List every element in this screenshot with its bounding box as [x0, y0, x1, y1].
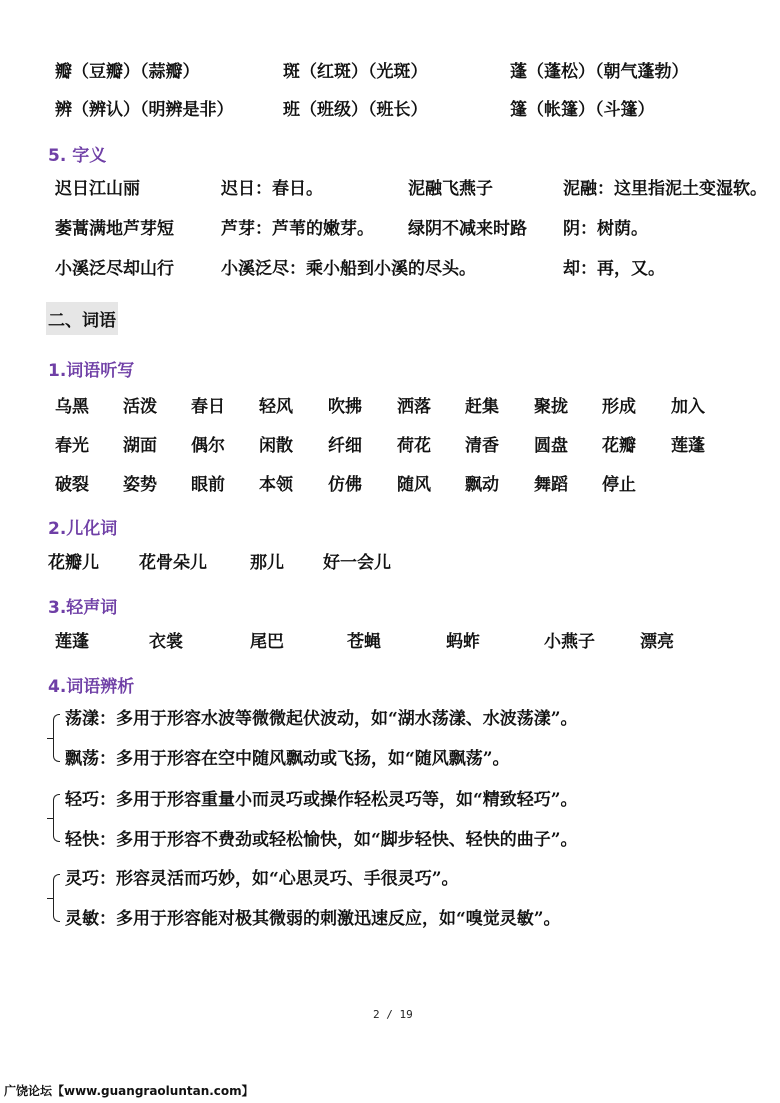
- meaning-note-1: 迟日：春日。: [221, 179, 323, 199]
- neutral-tone-word: 尾巴: [250, 632, 284, 652]
- meaning-note-2: 泥融：这里指泥土变湿软。: [563, 179, 767, 199]
- dictation-word: 眼前: [191, 475, 225, 495]
- dictation-word: 乌黑: [55, 397, 89, 417]
- dictation-word: 加入: [671, 397, 705, 417]
- neutral-tone-word: 小燕子: [544, 632, 595, 652]
- analysis-line: 轻快：多用于形容不费劲或轻松愉快，如“脚步轻快、轻快的曲子”。: [65, 830, 578, 850]
- dictation-word: 仿佛: [328, 475, 362, 495]
- meaning-note-6: 却：再，又。: [563, 259, 665, 279]
- dictation-word: 偶尔: [191, 436, 225, 456]
- poly-row-1-col-3: 蓬（蓬松）（朝气蓬勃）: [510, 62, 689, 82]
- dictation-word: 莲蓬: [671, 436, 705, 456]
- dictation-word: 纤细: [328, 436, 362, 456]
- dictation-word: 赶集: [465, 397, 499, 417]
- word-analysis-heading: 4.词语辨析: [48, 677, 135, 697]
- analysis-line: 灵巧：形容灵活而巧妙，如“心思灵巧、手很灵巧”。: [65, 869, 459, 889]
- dictation-word: 飘动: [465, 475, 499, 495]
- meaning-poem-line-5: 小溪泛尽却山行: [55, 259, 174, 279]
- neutral-tone-heading: 3.轻声词: [48, 598, 118, 618]
- analysis-brace-3: [53, 874, 60, 922]
- page-number: 2 / 19: [373, 1008, 413, 1021]
- dictation-word: 形成: [602, 397, 636, 417]
- erhua-word: 花骨朵儿: [139, 553, 207, 573]
- erhua-word: 那儿: [250, 553, 284, 573]
- dictation-word: 吹拂: [328, 397, 362, 417]
- neutral-tone-word: 衣裳: [149, 632, 183, 652]
- dictation-word: 姿势: [123, 475, 157, 495]
- poly-row-2-col-3: 篷（帐篷）（斗篷）: [510, 100, 655, 120]
- dictation-word: 闲散: [259, 436, 293, 456]
- meaning-poem-line-2: 泥融飞燕子: [408, 179, 493, 199]
- dictation-word: 舞蹈: [534, 475, 568, 495]
- dictation-word: 湖面: [123, 436, 157, 456]
- poly-row-1-col-1: 瓣（豆瓣）（蒜瓣）: [55, 62, 200, 82]
- dictation-word: 本领: [259, 475, 293, 495]
- analysis-line: 灵敏：多用于形容能对极其微弱的刺激迅速反应，如“嗅觉灵敏”。: [65, 909, 561, 929]
- poly-row-1-col-2: 斑（红斑）（光斑）: [283, 62, 428, 82]
- dictation-word: 清香: [465, 436, 499, 456]
- analysis-brace-1: [53, 714, 60, 762]
- dictation-heading: 1.词语听写: [48, 361, 135, 381]
- dictation-word: 荷花: [397, 436, 431, 456]
- footer-site-label: 广饶论坛【www.guangraoluntan.com】: [4, 1084, 254, 1098]
- neutral-tone-word: 苍蝇: [347, 632, 381, 652]
- dictation-word: 轻风: [259, 397, 293, 417]
- section-5-heading: 5. 字义: [48, 146, 107, 166]
- poly-row-2-col-2: 班（班级）（班长）: [283, 100, 428, 120]
- meaning-poem-line-3: 萎蒿满地芦芽短: [55, 219, 174, 239]
- meaning-note-4: 阴：树荫。: [563, 219, 648, 239]
- erhua-word: 好一会儿: [323, 553, 391, 573]
- dictation-word: 停止: [602, 475, 636, 495]
- analysis-line: 飘荡：多用于形容在空中随风飘动或飞扬，如“随风飘荡”。: [65, 749, 510, 769]
- dictation-word: 春光: [55, 436, 89, 456]
- neutral-tone-word: 蚂蚱: [446, 632, 480, 652]
- erhua-word: 花瓣儿: [48, 553, 99, 573]
- dictation-word: 洒落: [397, 397, 431, 417]
- neutral-tone-word: 漂亮: [640, 632, 674, 652]
- analysis-line: 轻巧：多用于形容重量小而灵巧或操作轻松灵巧等，如“精致轻巧”。: [65, 790, 578, 810]
- dictation-word: 花瓣: [602, 436, 636, 456]
- dictation-word: 春日: [191, 397, 225, 417]
- poly-row-2-col-1: 辨（辨认）（明辨是非）: [55, 100, 234, 120]
- dictation-word: 随风: [397, 475, 431, 495]
- dictation-word: 圆盘: [534, 436, 568, 456]
- analysis-line: 荡漾：多用于形容水波等微微起伏波动，如“湖水荡漾、水波荡漾”。: [65, 709, 578, 729]
- dictation-word: 破裂: [55, 475, 89, 495]
- erhua-heading: 2.儿化词: [48, 519, 118, 539]
- neutral-tone-word: 莲蓬: [55, 632, 89, 652]
- meaning-poem-line-4: 绿阴不减来时路: [408, 219, 527, 239]
- meaning-note-3: 芦芽：芦苇的嫩芽。: [221, 219, 374, 239]
- meaning-note-5: 小溪泛尽：乘小船到小溪的尽头。: [221, 259, 476, 279]
- meaning-poem-line-1: 迟日江山丽: [55, 179, 140, 199]
- analysis-brace-2: [53, 794, 60, 842]
- dictation-word: 聚拢: [534, 397, 568, 417]
- section-2-title: 二、词语: [46, 302, 118, 335]
- dictation-word: 活泼: [123, 397, 157, 417]
